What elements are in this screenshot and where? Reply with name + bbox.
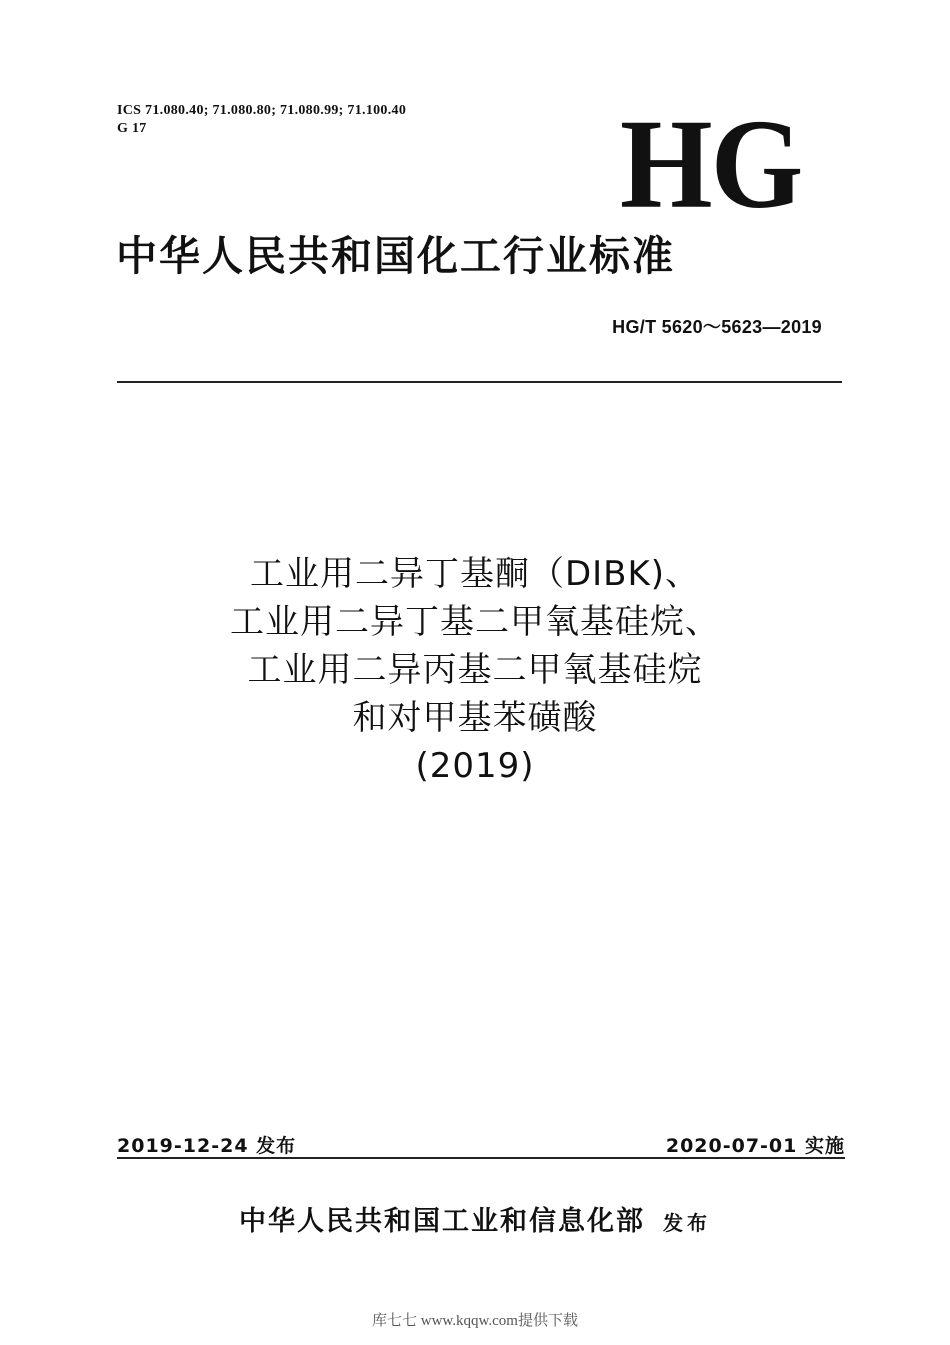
ics-block xyxy=(117,102,406,138)
issuer-name: 中华人民共和国工业和信息化部 xyxy=(239,1206,645,1237)
title-line-3: 工业用二异丙基二甲氧基硅烷 xyxy=(247,650,703,690)
ics-code: ICS 71.080.40; 71.080.80; 71.080.99; 71.100.40 xyxy=(117,103,407,118)
title-line-5: (2019) xyxy=(415,746,535,786)
title-line-4: 和对甲基苯磺酸 xyxy=(352,698,598,738)
top-divider xyxy=(117,381,842,383)
title-line-1: 工业用二异丁基酮（DIBK)、 xyxy=(249,554,701,594)
download-watermark: 库七七 www.kqqw.com提供下载 xyxy=(372,1313,578,1329)
bottom-divider xyxy=(117,1157,845,1159)
standard-title: 中华人民共和国化工行业标准 xyxy=(116,232,675,280)
hg-logo: HG xyxy=(620,93,802,235)
publish-date: 2019-12-24 发布 xyxy=(117,1135,297,1157)
title-line-2: 工业用二异丁基二甲氧基硅烷、 xyxy=(230,602,720,642)
document-title xyxy=(0,550,950,790)
issuer-line xyxy=(0,1199,950,1238)
standard-number: HG/T 5620～5623—2019 xyxy=(612,317,822,337)
effective-date: 2020-07-01 实施 xyxy=(665,1135,845,1157)
dates-row xyxy=(117,1131,845,1155)
issuer-suffix: 发布 xyxy=(663,1211,711,1235)
category-code: G 17 xyxy=(117,121,147,136)
